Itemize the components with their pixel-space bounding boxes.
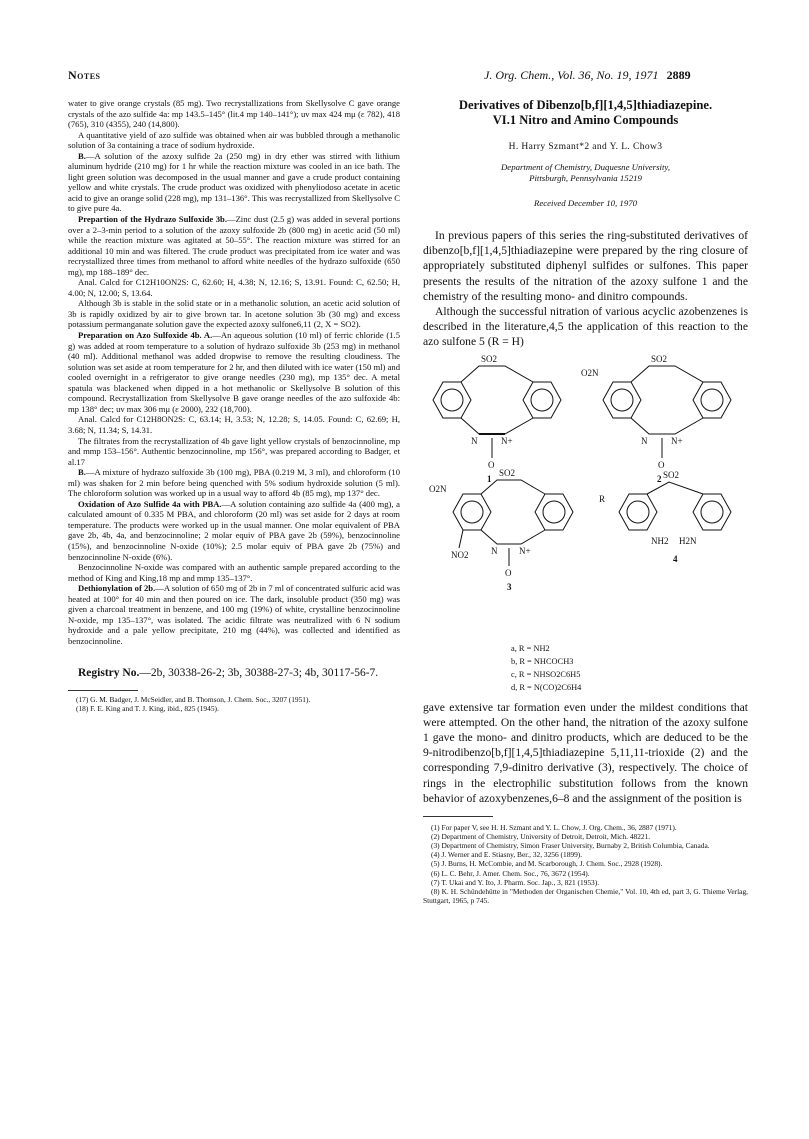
paragraph: Preparation on Azo Sulfoxide 4b. A.—An aqueous solution (10 ml) of ferric chloride (1.5 g) was added at room temperature to a solution of hydrazo sulfoxide 3b (253 mg) in methanol (40 ml). Additional methanol was added dropwise to remove the resulting cloudiness. The solution was set aside at room temperature for 2 hr, and then diluted with ice water (150 ml) and cooled overnight in a refrigerator to give orange needles (230 mg), mp 135° dec. A metal spatula was blackened when dipped in a hot methanolic or Skellysolve B solution of this compound. Recrystallization from Skellysolve B gave orange needles of the azo sulfoxide 4b: mp 138° dec; uv max 306 mμ (ε 2000), 232 (18,700). xyxy=(68,330,400,414)
paragraph: Benzocinnoline N-oxide was compared with an authentic sample prepared according to the method of King and King,18 mp and mmp 135–137°. xyxy=(68,562,400,583)
compound-number: 3 xyxy=(507,581,512,592)
paragraph: The filtrates from the recrystallization of 4b gave light yellow crystals of benzocinnoline, mp and mmp 153–156°. Authentic benzocinnoline, mp 156°, was prepared according to Badger, et al.17 xyxy=(68,435,400,467)
registry-numbers: Registry No.—2b, 30338-26-2; 3b, 30388-27-3; 4b, 30117-56-7. xyxy=(78,667,379,680)
sulfonyl-label: SO2 xyxy=(481,353,498,364)
azoxy-n-plus-label: N+ xyxy=(519,545,531,556)
sulfonyl-label: SO2 xyxy=(651,353,668,364)
sulfonyl-label: SO2 xyxy=(499,467,516,478)
paragraph: A quantitative yield of azo sulfide was obtained when air was bubbled through a methanolic solution of 3a containing a trace of sodium hydroxide. xyxy=(68,129,400,151)
substituent-d: d, R = N(CO)2C6H4 xyxy=(511,682,582,692)
structure-1 xyxy=(433,354,561,484)
intro-paragraph: Although the successful nitration of various acyclic azobenzenes is described in the literature,4,5 the application of this reaction to the azo sulfone 5 (R = H) xyxy=(423,305,748,349)
footnote: (7) T. Ukai and Y. Ito, J. Pharm. Soc. Jap., 3, 821 (1953). xyxy=(431,877,600,887)
oxide-label: O xyxy=(488,459,495,470)
paragraph: Prepartion of the Hydrazo Sulfoxide 3b.—Zinc dust (2.5 g) was added in several portions over a 2–3-min period to a solution of the azoxy sulfoxide 2b (800 mg) in acetic acid (50 ml) while the reaction mixture was agitated at 50–55°. The reaction mixture was stirred for an additional 10 min and was filtered. The crude product was precipitated from ice water and was recrystallized three times from methanol to afford white needles of the hydrazo sulfoxide (650 mg), mp 188–189° dec. xyxy=(68,214,400,277)
experimental-text xyxy=(68,98,400,646)
paragraph: B.—A mixture of hydrazo sulfoxide 3b (100 mg), PBA (0.219 M, 3 ml), and chloroform (10 ml) was shaken for 2 min before being quenched with 5% sodium hydroxide solution (5 ml). The chloroform solution was worked up in a usual way to afford 4b (85 mg), mp 137° dec. xyxy=(68,467,400,499)
azo-n-label: N xyxy=(471,435,478,446)
nitro-label: O2N xyxy=(429,483,447,494)
article-subtitle: VI.1 Nitro and Amino Compounds xyxy=(492,113,679,127)
substituent-a: a, R = NH2 xyxy=(511,643,550,653)
intro-paragraph: In previous papers of this series the ring-substituted derivatives of dibenzo[b,f][1,4,5]thiadiazepine were prepared by the ring closure of appropriately substituted diphenyl sulfides or sulfones. This paper presents the results of the nitration of the azoxy sulfone 1 and the chemistry of the resulting mono- and dinitro compounds. xyxy=(423,229,748,303)
footnote-rule xyxy=(68,690,138,691)
compound-number: 4 xyxy=(673,553,678,564)
nitro-label: O2N xyxy=(581,367,599,378)
authors: H. Harry Szmant*2 and Y. L. Chow3 xyxy=(508,142,663,152)
left-column xyxy=(68,98,400,713)
paragraph: Anal. Calcd for C12H10ON2S: C, 62.60; H, 4.38; N, 12.16; S, 13.91. Found: C, 62.50; H, 4.00; N, 12.00; S, 13.64. xyxy=(68,277,400,298)
paragraph: water to give orange crystals (85 mg). Two recrystallizations from Skellysolve C gave orange crystals of the azo sulfide 4a: mp 143.5–145° (lit.4 mp 140–141°); uv max 424 mμ (ε 782), 418 (765), 310 (4355), 240 (14,800). xyxy=(68,98,400,130)
substituent-legend xyxy=(511,642,748,694)
paragraph: Anal. Calcd for C12H8ON2S: C, 63.14; H, 3.53; N, 12.28; S, 14.05. Found: C, 62.69; H, 3.68; N, 11.34; S, 14.31. xyxy=(68,414,400,435)
footnote: (5) J. Burns, H. McCombie, and M. Scarborough, J. Chem. Soc., 2928 (1928). xyxy=(431,859,663,869)
running-head-section: Notes xyxy=(68,68,101,82)
page-number: 2889 xyxy=(666,68,691,82)
affiliation: Department of Chemistry, Duquesne University, Pittsburgh, Pennsylvania 15219 xyxy=(500,162,671,183)
footnote: (8) K. H. Schündehütte in "Methoden der Organischen Chemie," Vol. 10, 4th ed, part 3, G. Thieme Verlag, Stuttgart, 1965, p 745. xyxy=(423,886,748,905)
structure-3 xyxy=(429,468,573,592)
structure-2 xyxy=(581,354,731,484)
right-column xyxy=(423,98,748,905)
azoxy-n-plus-label: N+ xyxy=(671,435,683,446)
footnote: (4) J. Werner and E. Stiasny, Ber., 32, 3256 (1899). xyxy=(431,850,583,860)
received-date: Received December 10, 1970 xyxy=(533,198,638,208)
substituent-c: c, R = NHSO2C6H5 xyxy=(511,669,581,679)
azo-n-label: N xyxy=(491,545,498,556)
azoxy-n-plus-label: N+ xyxy=(501,435,513,446)
footnotes xyxy=(423,823,748,905)
footnote: (18) F. E. King and T. J. King, ibid., 825 (1945). xyxy=(76,704,219,714)
paragraph: Although 3b is stable in the solid state or in a methanolic solution, an acetic acid solution of 3b is rapidly oxidized by air to give brown tar. In acetone solution 3b (30 mg) and excess potassium permanganate solution gave the expected azoxy sulfone6,11 (2, X = SO2). xyxy=(68,298,400,330)
substituent-b: b, R = NHCOCH3 xyxy=(511,656,574,666)
running-head-journal xyxy=(484,68,691,83)
footnote: (2) Department of Chemistry, University of Detroit, Detroit, Mich. 48221. xyxy=(431,832,651,842)
chemical-structures-figure xyxy=(423,352,748,642)
structure-4 xyxy=(599,470,731,564)
footnote: (6) L. C. Behr, J. Amer. Chem. Soc., 76, 3672 (1954). xyxy=(431,868,590,878)
azo-n-label: N xyxy=(641,435,648,446)
paragraph: B.—A solution of the azoxy sulfide 2a (250 mg) in dry ether was stirred with lithium aluminum hydride (210 mg) for 1 hr while the reaction mixture was cooled in an ice bath. The light green solution was decomposed in the usual manner and gave a crude product containing yellow and white crystals. The crude product was oxidized with phenyliodoso acetate in acetic acid to give an orange solid (228 mg), mp 131–136°. This was recrystallized from Skellysolve C to give pure 4a. xyxy=(68,150,400,214)
sulfonyl-label: SO2 xyxy=(663,469,680,480)
paragraph: Oxidation of Azo Sulfide 4a with PBA.—A solution containing azo sulfide 4a (400 mg), a calculated amount of 0.335 M PBA, and chloroform (20 ml) was set aside for 2 days at room temperature. The products were worked up in the usual manner. One molar equivalent of PBA gave 2b, 4b, 4a, and benzocinnoline; 2 molar equiv of PBA gave 2b (59%), benzocinnoline (15%), and benzocinnoline N-oxide (10%); 2.5 molar equiv of PBA gave 2b (75%) and benzocinnoline N-oxide (6%). xyxy=(68,498,400,562)
footnote-rule xyxy=(423,816,493,817)
footnote: (1) For paper V, see H. H. Szmant and Y. L. Chow, J. Org. Chem., 36, 2887 (1971). xyxy=(431,823,677,833)
footnote: (3) Department of Chemistry, Simon Fraser University, Burnaby 2, British Columbia, Canada. xyxy=(431,841,710,851)
oxide-label: O xyxy=(658,459,665,470)
nitro-label: NO2 xyxy=(451,549,469,560)
journal-citation: J. Org. Chem., Vol. 36, No. 19, 1971 xyxy=(484,68,659,82)
oxide-label: O xyxy=(505,567,512,578)
body-paragraph: gave extensive tar formation even under the mildest conditions that were attempted. On the other hand, the nitration of the azoxy sulfone 1 gave the mono- and dinitro products, which are deduced to be the 9-nitrodibenzo[b,f][1,4,5]thiadiazepine 5,11,11-trioxide (2) and the corresponding 7,9-dinitro derivative (3), respectively. The choice of rings in the electrophilic substitution follows from the known behavior of azoxybenzenes,6–8 and the assignment of the position is xyxy=(423,700,748,805)
r-group-label: R xyxy=(599,493,606,504)
compound-number: 2 xyxy=(657,473,662,484)
compound-number: 1 xyxy=(487,473,492,484)
article-title: Derivatives of Dibenzo[b,f][1,4,5]thiadiazepine. xyxy=(458,98,713,112)
paragraph: Dethionylation of 2b.—A solution of 650 mg of 2b in 7 ml of concentrated sulfuric acid was heated at 100° for 40 min and then poured on ice. The dark, insoluble product (350 mg) was given a charcoal treatment in benzene, and 100 mg (19%) of white, crystalline benzocinnoline N-oxide, mp 135–137°, was isolated. The acidic filtrate was neutralized with 6 N sodium hydroxide and a pale yellow precipitate, 210 mg (44%), was collected and identified as benzocinnoline. xyxy=(68,583,400,646)
amine-label: NH2 xyxy=(651,535,669,546)
amine-label: H2N xyxy=(679,535,697,546)
footnote: (17) G. M. Badger, J. McSeidler, and B. Thomson, J. Chem. Soc., 3207 (1951). xyxy=(76,695,311,705)
